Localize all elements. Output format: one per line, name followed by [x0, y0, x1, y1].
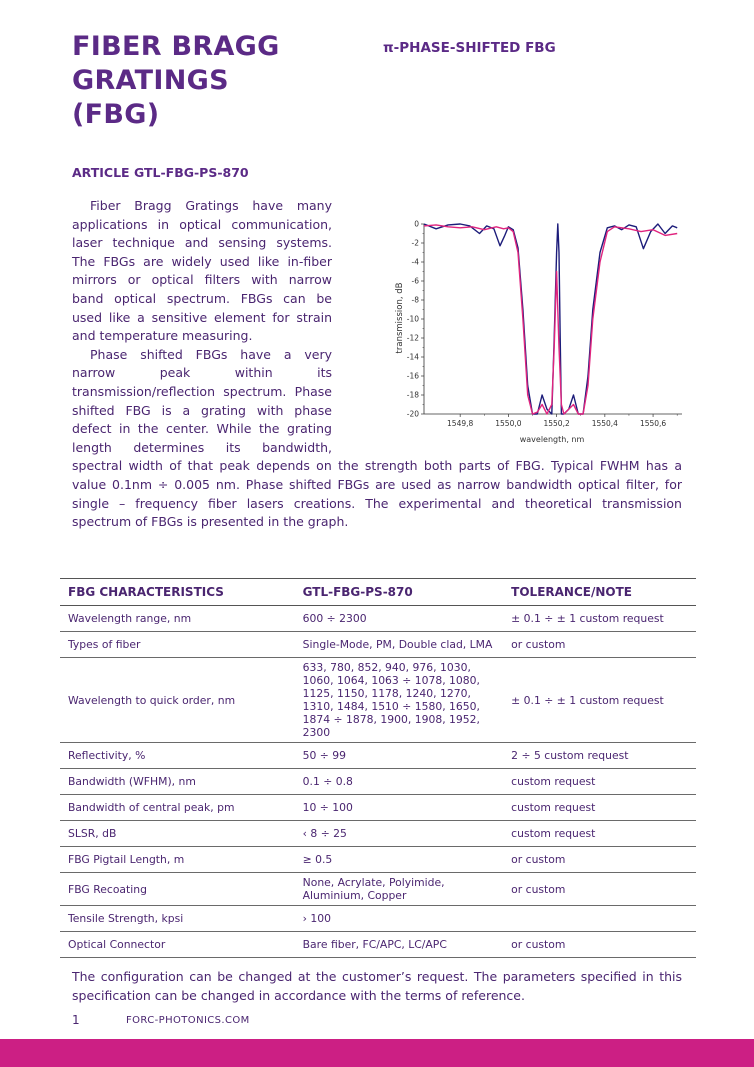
table-row: [60, 632, 696, 658]
cell-tolerance: custom request: [503, 821, 696, 847]
y-tick-label: -6: [411, 276, 419, 286]
cell-tolerance: custom request: [503, 795, 696, 821]
cell-value: ‹ 8 ÷ 25: [295, 821, 504, 847]
article-number: ARTICLE GTL-FBG-PS-870: [72, 165, 249, 180]
cell-tolerance: or custom: [503, 932, 696, 958]
footer-bar: [0, 1039, 754, 1067]
cell-characteristic: Wavelength range, nm: [60, 606, 295, 632]
cell-characteristic: SLSR, dB: [60, 821, 295, 847]
x-tick-label: 1550,6: [639, 419, 667, 428]
characteristics-table: [60, 578, 696, 958]
table-row: [60, 873, 696, 906]
table-row: [60, 906, 696, 932]
cell-value: 0.1 ÷ 0.8: [295, 769, 504, 795]
paragraph-2: Phase shifted FBGs have a very narrow peak within its transmission/reflection spectrum. Phase shifted FBG is a grating with phase defect in the center. While the grating length determines its bandwidth, spectral width of that peak depends on the strength both parts of FBG. Typical FWHM has a value 0.1nm ÷ 0.005 nm. Phase shifted FBGs are used as narrow bandwidth optical filter, for single – frequency fiber lasers creations. The experimental and theoretical transmission spectrum of FBGs is presented in the graph.: [72, 346, 682, 530]
table-row: [60, 821, 696, 847]
y-tick-label: -10: [406, 314, 419, 324]
cell-value: ≥ 0.5: [295, 847, 504, 873]
cell-value: None, Acrylate, Polyimide, Aluminium, Copper: [295, 873, 504, 906]
table-row: [60, 769, 696, 795]
y-tick-label: -12: [406, 333, 419, 343]
cell-value: Bare fiber, FC/APC, LC/APC: [295, 932, 504, 958]
cell-tolerance: or custom: [503, 847, 696, 873]
website-link[interactable]: FORC-PHOTONICS.COM: [126, 1015, 250, 1026]
chart-xlabel: wavelength, nm: [519, 435, 585, 444]
table-header-row: [60, 579, 696, 606]
chart-ylabel: transmission, dB: [395, 282, 405, 354]
cell-value: 10 ÷ 100: [295, 795, 504, 821]
header-characteristics: FBG CHARACTERISTICS: [60, 579, 295, 606]
cell-characteristic: FBG Recoating: [60, 873, 295, 906]
x-tick-label: 1550,0: [495, 419, 522, 428]
y-tick-label: -20: [406, 409, 419, 419]
chart-svg: [392, 212, 692, 462]
cell-characteristic: Bandwidth (WFHM), nm: [60, 769, 295, 795]
x-tick-label: 1550,2: [543, 419, 570, 428]
x-tick-label: 1549,8: [447, 419, 474, 428]
x-tick-label: 1550,4: [591, 419, 618, 428]
cell-characteristic: Types of fiber: [60, 632, 295, 658]
table-row: [60, 795, 696, 821]
cell-characteristic: Bandwidth of central peak, pm: [60, 795, 295, 821]
cell-tolerance: [503, 906, 696, 932]
paragraph-1: Fiber Bragg Gratings have many applications in optical communication, laser technique and sensing systems. The FBGs are widely used like in-fiber mirrors or optical filters with narrow band optical spectrum. FBGs can be used like a sensitive element for strain and temperature measuring.: [72, 198, 332, 344]
header-tolerance: TOLERANCE/NOTE: [503, 579, 696, 606]
cell-characteristic: Wavelength to quick order, nm: [60, 658, 295, 743]
cell-characteristic: Tensile Strength, kpsi: [60, 906, 295, 932]
configuration-note: The configuration can be changed at the customer’s request. The parameters specified in this specification can be changed in accordance with the terms of reference.: [72, 969, 682, 1003]
cell-characteristic: FBG Pigtail Length, m: [60, 847, 295, 873]
cell-tolerance: ± 0.1 ÷ ± 1 custom request: [503, 658, 696, 743]
y-tick-label: -2: [411, 238, 419, 248]
page-title: [72, 30, 280, 132]
transmission-chart: [392, 212, 692, 462]
series-line-1: [424, 224, 677, 414]
y-tick-label: -8: [411, 295, 419, 305]
y-tick-label: -16: [406, 371, 419, 381]
cell-value: 633, 780, 852, 940, 976, 1030, 1060, 1064, 1063 ÷ 1078, 1080, 1125, 1150, 1178, 1240, 1270, 1310, 1484, 1510 ÷ 1580, 1650, 1874 ÷ 1878, 1900, 1908, 1952, 2300: [295, 658, 504, 743]
y-tick-label: -18: [406, 390, 419, 400]
header-model: GTL-FBG-PS-870: [295, 579, 504, 606]
title-line-1: FIBER BRAGG: [72, 31, 280, 62]
y-tick-label: 0: [414, 219, 419, 229]
cell-value: 600 ÷ 2300: [295, 606, 504, 632]
product-subtitle: π-PHASE-SHIFTED FBG: [383, 40, 556, 56]
cell-value: 50 ÷ 99: [295, 743, 504, 769]
cell-tolerance: or custom: [503, 873, 696, 906]
cell-characteristic: Reflectivity, %: [60, 743, 295, 769]
table-row: [60, 932, 696, 958]
cell-value: › 100: [295, 906, 504, 932]
page-number: 1: [72, 1013, 80, 1027]
y-tick-label: -4: [411, 257, 419, 267]
title-line-3: (FBG): [72, 99, 160, 130]
cell-value: Single-Mode, PM, Double clad, LMA: [295, 632, 504, 658]
cell-tolerance: or custom: [503, 632, 696, 658]
cell-tolerance: ± 0.1 ÷ ± 1 custom request: [503, 606, 696, 632]
y-tick-label: -14: [406, 352, 419, 362]
cell-characteristic: Optical Connector: [60, 932, 295, 958]
cell-tolerance: 2 ÷ 5 custom request: [503, 743, 696, 769]
series-line-2: [424, 225, 677, 414]
table-row: [60, 606, 696, 632]
title-line-2: GRATINGS: [72, 65, 229, 96]
table-row: [60, 847, 696, 873]
table-row: [60, 743, 696, 769]
cell-tolerance: custom request: [503, 769, 696, 795]
table-row: [60, 658, 696, 743]
